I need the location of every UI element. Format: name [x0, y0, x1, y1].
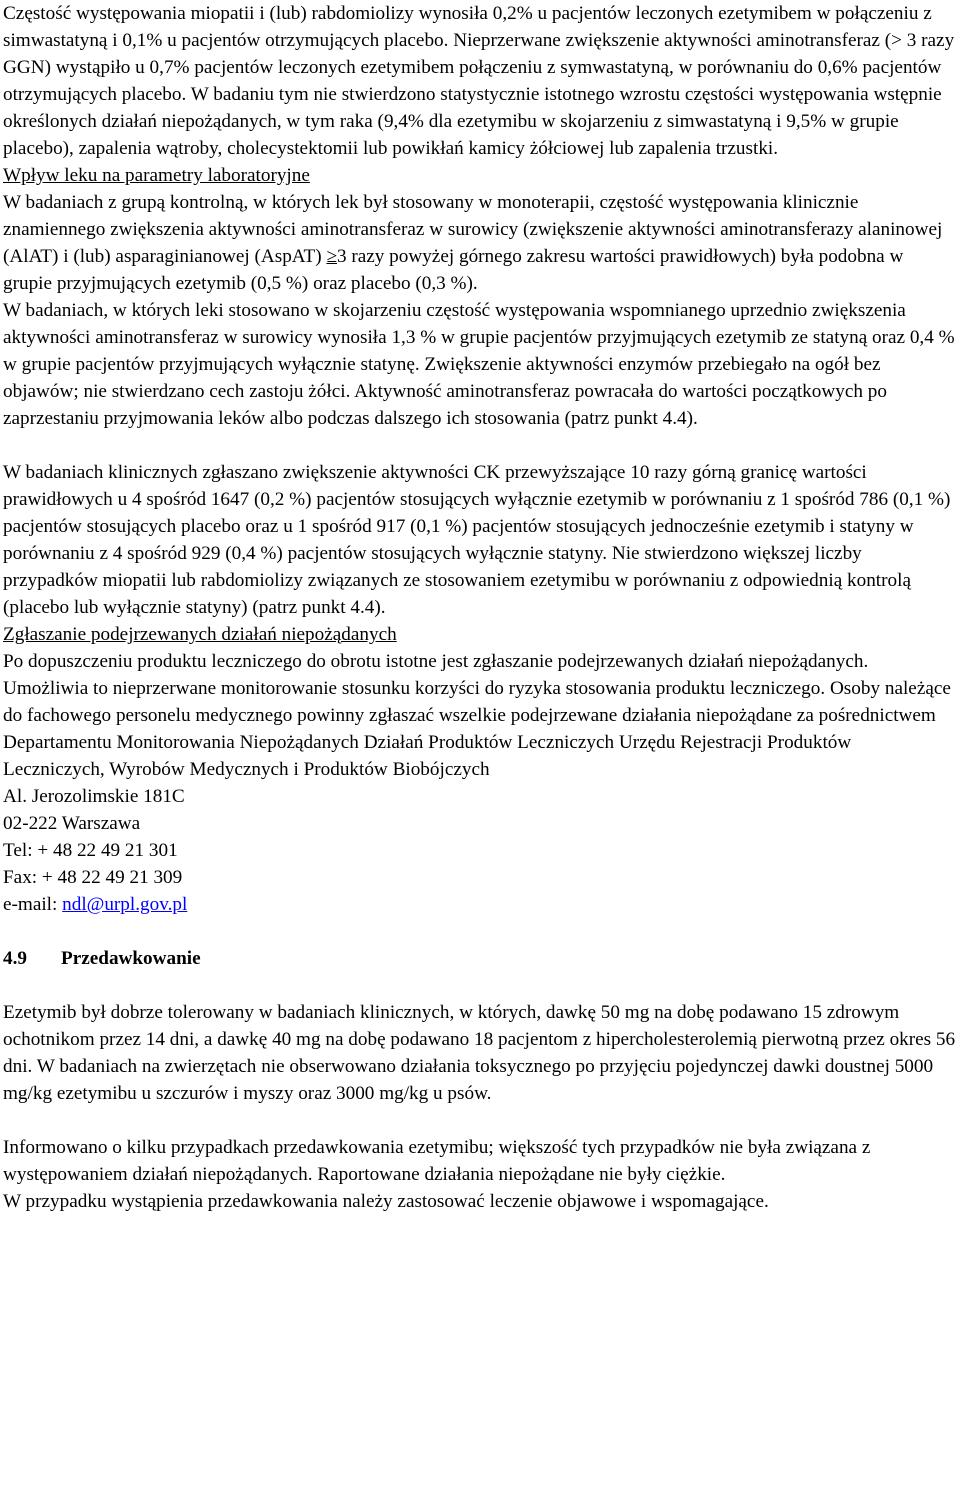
subheading-laboratory-parameters: Wpływ leku na parametry laboratoryjne [3, 165, 310, 186]
section-heading-overdose [3, 945, 956, 972]
address-city: 02-222 Warszawa [3, 813, 141, 834]
paragraph-overdose-tolerance: Ezetymib był dobrze tolerowany w badaniach klinicznych, w których, dawkę 50 mg na dobę podawano 15 zdrowym ochotnikom przez 14 dni, a dawkę 40 mg na dobę podawano 18 pacjentom z hipercholesterolemią pierwotną przez okres 56 dni. W badaniach na zwierzętach nie obserwowano działania toksycznego po przyjęciu pojedynczej dawki doustnej 5000 mg/kg ezetymibu u szczurów i myszy oraz 3000 mg/kg u psów. [3, 1002, 956, 1104]
paragraph-text: W badaniach z grupą kontrolną, w których lek był stosowany w monoterapii, częstość występowania klinicznie znamiennego zwiększenia aktywności aminotransferaz w surowicy (zwiększenie aktywności aminotransferazy alaninowej (AlAT) i (lub) asparaginianowej (AspAT) [3, 192, 943, 267]
paragraph-combination-aminotransferases: W badaniach, w których leki stosowano w skojarzeniu częstość występowania wspomnianego uprzednio zwiększenia aktywności aminotransferaz w surowicy wynosiła 1,3 % w grupie pacjentów przyjmujących ezetymib ze statyną oraz 0,4 % w grupie pacjentów przyjmujących wyłącznie statynę. Zwiększenie aktywności enzymów przebiegało na ogół bez objawów; nie stwierdzano cech zastoju żółci. Aktywność aminotransferaz powracała do wartości początkowych po zaprzestaniu przyjmowania leków albo podczas dalszego ich stosowania (patrz punkt 4.4). [3, 300, 955, 429]
address-email-row [3, 891, 956, 918]
subheading-adverse-reporting: Zgłaszanie podejrzewanych działań niepożądanych [3, 624, 397, 645]
address-fax: Fax: + 48 22 49 21 309 [3, 867, 183, 888]
address-street: Al. Jerozolimskie 181C [3, 786, 185, 807]
paragraph-reporting-info: Po dopuszczeniu produktu leczniczego do obrotu istotne jest zgłaszanie podejrzewanych działań niepożądanych. Umożliwia to nieprzerwane monitorowanie stosunku korzyści do ryzyka stosowania produktu leczniczego. Osoby należące do fachowego personelu medycznego powinny zgłaszać wszelkie podejrzewane działania niepożądane za pośrednictwem Departamentu Monitorowania Niepożądanych Działań Produktów Leczniczych Urzędu Rejestracji Produktów Leczniczych, Wyrobów Medycznych i Produktów Biobójczych [3, 651, 951, 780]
section-number: 4.9 [3, 948, 27, 969]
paragraph-monotherapy-aminotransferases [3, 189, 956, 297]
paragraph-myopathy-incidence: Częstość występowania miopatii i (lub) rabdomiolizy wynosiła 0,2% u pacjentów leczonych ezetymibem w połączeniu z simwastatyną i 0,1% u pacjentów otrzymujących placebo. Nieprzerwane zwiększenie aktywności aminotransferaz (> 3 razy GGN) wystąpiło u 0,7% pacjentów leczonych ezetymibem połączeniu z symwastatyną, w porównaniu do 0,6% pacjentów otrzymujących placebo. W badaniu tym nie stwierdzono statystycznie istotnego wzrostu częstości występowania wstępnie określonych działań niepożądanych, w tym raka (9,4% dla ezetymibu w skojarzeniu z simwastatyną i 9,5% w grupie placebo), zapalenia wątroby, cholecystektomii lub powikłań kamicy żółciowej lub zapalenia trzustki. [3, 3, 955, 159]
paragraph-ck-activity: W badaniach klinicznych zgłaszano zwiększenie aktywności CK przewyższające 10 razy górną granicę wartości prawidłowych u 4 spośród 1647 (0,2 %) pacjentów stosujących wyłącznie ezetymib w porównaniu z 1 spośród 786 (0,1 %) pacjentów stosujących placebo oraz u 1 spośród 917 (0,1 %) pacjentów stosujących jednocześnie ezetymib i statyny w porównaniu z 4 spośród 929 (0,4 %) pacjentów stosujących wyłącznie statyny. Nie stwierdzono większej liczby przypadków miopatii lub rabdomiolizy związanych ze stosowaniem ezetymibu w porównaniu z odpowiednią kontrolą (placebo lub wyłącznie statyny) (patrz punkt 4.4). [3, 462, 951, 618]
paragraph-text: 3 razy powyżej górnego zakresu wartości prawidłowych) była podobna w grupie przyjmujących ezetymib (0,5 %) oraz placebo (0,3 %). [3, 246, 904, 294]
email-label: e-mail: [3, 894, 63, 915]
section-title: Przedawkowanie [61, 948, 201, 969]
email-link[interactable]: ndl@urpl.gov.pl [62, 894, 188, 915]
greater-equal-symbol: ≥ [326, 246, 337, 267]
address-phone: Tel: + 48 22 49 21 301 [3, 840, 178, 861]
paragraph-overdose-reports: Informowano o kilku przypadkach przedawkowania ezetymibu; większość tych przypadków nie była związana z występowaniem działań niepożądanych. Raportowane działania niepożądane nie były ciężkie. [3, 1137, 871, 1185]
paragraph-overdose-treatment: W przypadku wystąpienia przedawkowania należy zastosować leczenie objawowe i wspomagające. [3, 1191, 769, 1212]
